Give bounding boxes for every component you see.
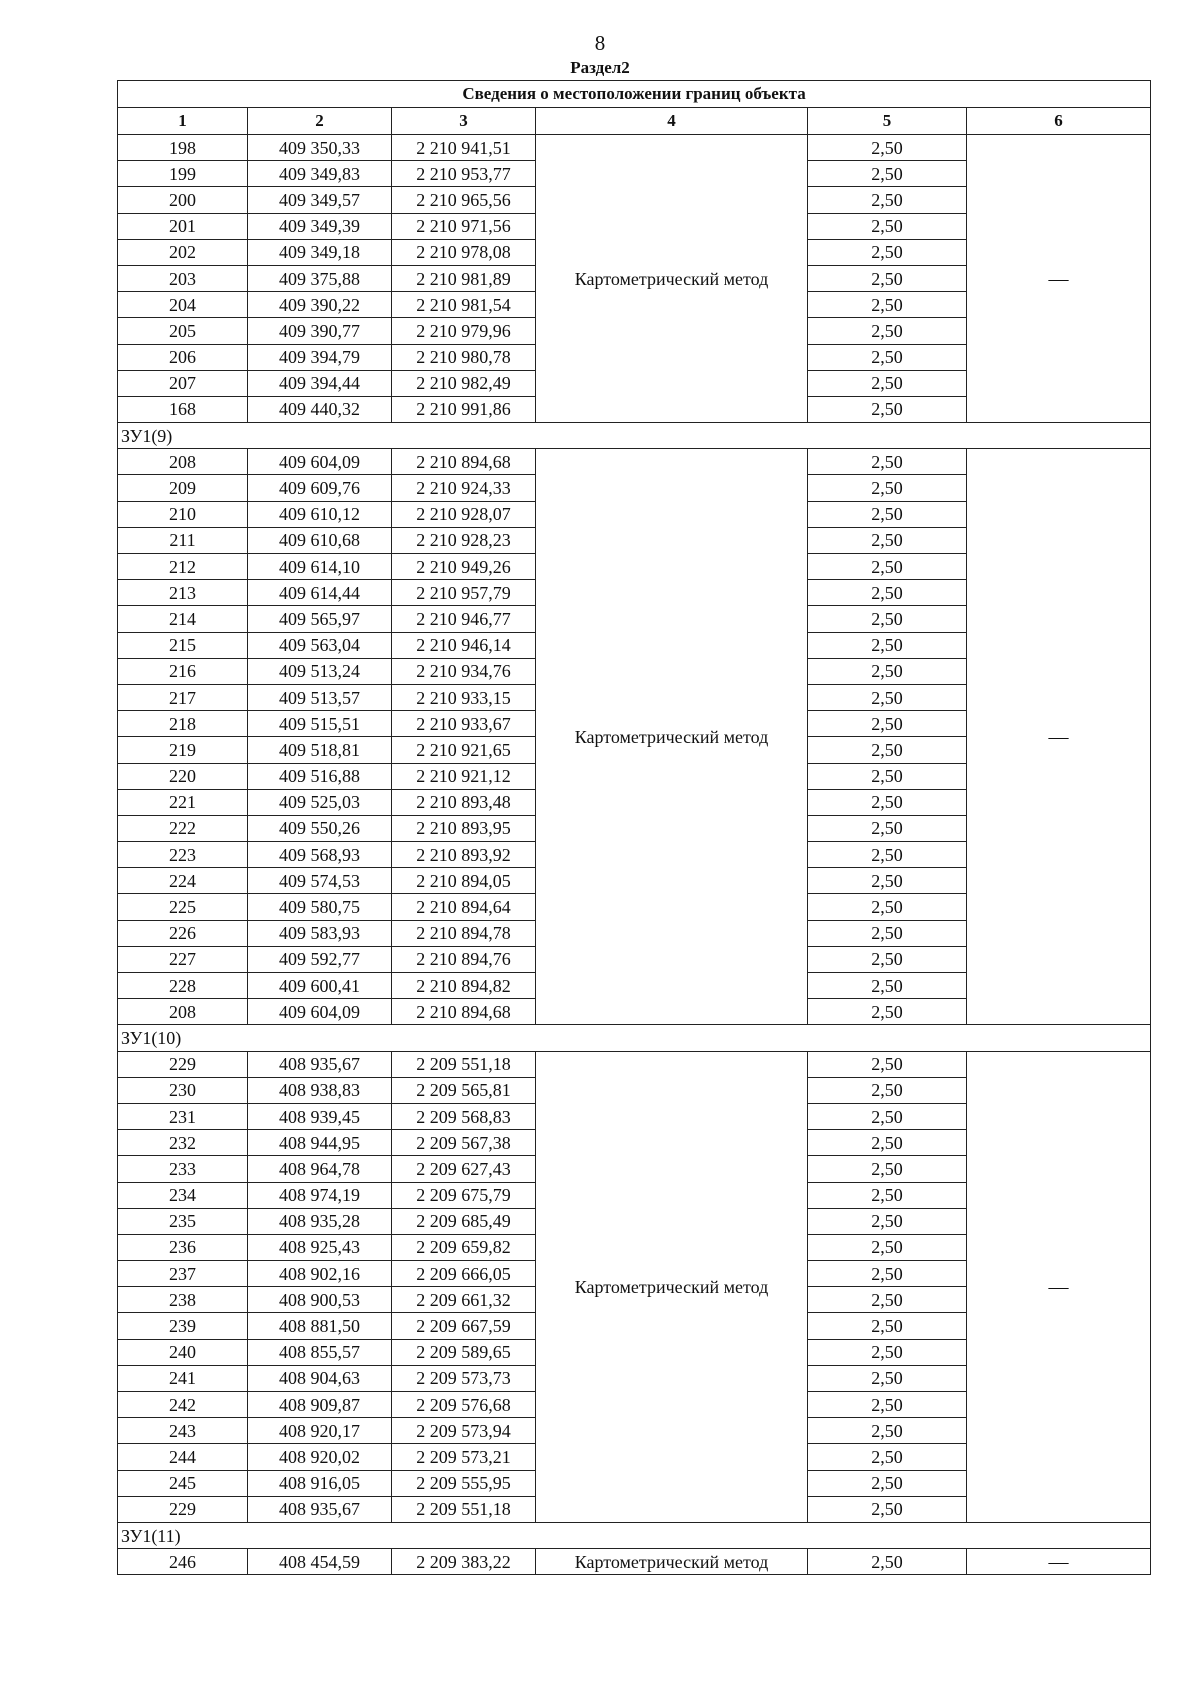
coordinate-y: 2 210 893,48 [392,789,536,815]
coordinate-y: 2 210 953,77 [392,161,536,187]
point-number: 230 [118,1077,248,1103]
point-number: 168 [118,396,248,422]
accuracy-value: 2,50 [808,1208,967,1234]
coordinate-y: 2 210 894,76 [392,946,536,972]
accuracy-value: 2,50 [808,1549,967,1575]
coordinate-x: 409 349,83 [248,161,392,187]
point-number: 242 [118,1392,248,1418]
coordinate-y: 2 210 941,51 [392,135,536,161]
accuracy-value: 2,50 [808,1234,967,1260]
coordinate-x: 409 565,97 [248,606,392,632]
point-number: 245 [118,1470,248,1496]
coordinate-x: 408 920,17 [248,1418,392,1444]
point-number: 240 [118,1339,248,1365]
accuracy-value: 2,50 [808,1130,967,1156]
accuracy-value: 2,50 [808,815,967,841]
table-row [118,1051,1151,1077]
coordinate-y: 2 209 685,49 [392,1208,536,1234]
coordinate-y: 2 210 894,78 [392,920,536,946]
note-cell: — [967,449,1151,1025]
accuracy-value: 2,50 [808,1156,967,1182]
coordinate-y: 2 210 980,78 [392,344,536,370]
point-number: 236 [118,1234,248,1260]
coordinate-y: 2 210 957,79 [392,580,536,606]
point-number: 241 [118,1365,248,1391]
coordinate-x: 409 349,57 [248,187,392,213]
column-number-row [118,108,1151,135]
coordinate-y: 2 209 666,05 [392,1261,536,1287]
accuracy-value: 2,50 [808,161,967,187]
accuracy-value: 2,50 [808,213,967,239]
coordinate-x: 408 935,28 [248,1208,392,1234]
point-number: 233 [118,1156,248,1182]
accuracy-value: 2,50 [808,1496,967,1522]
accuracy-value: 2,50 [808,711,967,737]
accuracy-value: 2,50 [808,632,967,658]
point-number: 204 [118,292,248,318]
point-number: 227 [118,946,248,972]
accuracy-value: 2,50 [808,658,967,684]
coordinate-x: 409 515,51 [248,711,392,737]
point-number: 199 [118,161,248,187]
coordinate-y: 2 210 946,77 [392,606,536,632]
point-number: 206 [118,344,248,370]
coordinate-y: 2 209 667,59 [392,1313,536,1339]
coordinate-y: 2 210 991,86 [392,396,536,422]
point-number: 231 [118,1103,248,1129]
coordinate-x: 409 390,22 [248,292,392,318]
coordinate-x: 409 609,76 [248,475,392,501]
point-number: 201 [118,213,248,239]
coordinate-x: 408 902,16 [248,1261,392,1287]
accuracy-value: 2,50 [808,135,967,161]
group-label-row [118,1025,1151,1051]
coordinate-y: 2 210 894,05 [392,868,536,894]
coordinate-x: 409 614,10 [248,554,392,580]
accuracy-value: 2,50 [808,1365,967,1391]
point-number: 238 [118,1287,248,1313]
point-number: 217 [118,684,248,710]
coordinate-x: 408 855,57 [248,1339,392,1365]
accuracy-value: 2,50 [808,789,967,815]
accuracy-value: 2,50 [808,1339,967,1365]
coordinate-x: 409 518,81 [248,737,392,763]
coordinate-x: 408 881,50 [248,1313,392,1339]
coordinate-y: 2 210 894,68 [392,999,536,1025]
note-cell: — [967,1549,1151,1575]
coordinate-x: 409 349,18 [248,239,392,265]
coordinate-y: 2 209 573,73 [392,1365,536,1391]
accuracy-value: 2,50 [808,292,967,318]
point-number: 208 [118,449,248,475]
accuracy-value: 2,50 [808,763,967,789]
coordinate-x: 408 964,78 [248,1156,392,1182]
accuracy-value: 2,50 [808,1313,967,1339]
accuracy-value: 2,50 [808,501,967,527]
accuracy-value: 2,50 [808,894,967,920]
section-title: Раздел2 [570,58,630,77]
group-label-row [118,423,1151,449]
coordinate-y: 2 210 934,76 [392,658,536,684]
coordinate-x: 408 920,02 [248,1444,392,1470]
page-number: 8 [594,31,606,55]
coordinate-x: 409 349,39 [248,213,392,239]
point-number: 203 [118,265,248,291]
point-number: 209 [118,475,248,501]
accuracy-value: 2,50 [808,737,967,763]
coordinate-y: 2 209 659,82 [392,1234,536,1260]
point-number: 210 [118,501,248,527]
table-caption-row [118,81,1151,108]
coordinate-y: 2 210 924,33 [392,475,536,501]
accuracy-value: 2,50 [808,920,967,946]
point-number: 218 [118,711,248,737]
point-number: 212 [118,554,248,580]
point-number: 228 [118,973,248,999]
point-number: 229 [118,1496,248,1522]
coordinate-x: 409 610,68 [248,527,392,553]
point-number: 221 [118,789,248,815]
coordinate-x: 409 610,12 [248,501,392,527]
table-body [118,81,1151,1575]
coordinate-x: 408 904,63 [248,1365,392,1391]
coordinate-y: 2 210 971,56 [392,213,536,239]
point-number: 198 [118,135,248,161]
accuracy-value: 2,50 [808,1470,967,1496]
coordinate-x: 409 604,09 [248,449,392,475]
table-caption: Сведения о местоположении границ объекта [118,81,1151,108]
point-number: 216 [118,658,248,684]
coordinate-x: 408 944,95 [248,1130,392,1156]
coordinate-y: 2 210 921,12 [392,763,536,789]
accuracy-value: 2,50 [808,370,967,396]
coordinate-y: 2 210 894,82 [392,973,536,999]
coordinate-x: 408 454,59 [248,1549,392,1575]
group-label: ЗУ1(10) [118,1025,1151,1051]
accuracy-value: 2,50 [808,554,967,580]
group-label: ЗУ1(9) [118,423,1151,449]
accuracy-value: 2,50 [808,1444,967,1470]
coordinate-y: 2 209 627,43 [392,1156,536,1182]
coordinate-y: 2 210 893,95 [392,815,536,841]
accuracy-value: 2,50 [808,187,967,213]
method-cell: Картометрический метод [536,1549,808,1575]
accuracy-value: 2,50 [808,580,967,606]
point-number: 200 [118,187,248,213]
accuracy-value: 2,50 [808,265,967,291]
point-number: 237 [118,1261,248,1287]
coordinate-y: 2 210 928,07 [392,501,536,527]
accuracy-value: 2,50 [808,606,967,632]
accuracy-value: 2,50 [808,239,967,265]
coordinate-x: 409 563,04 [248,632,392,658]
column-number-6: 6 [967,108,1151,135]
point-number: 239 [118,1313,248,1339]
coordinate-y: 2 210 965,56 [392,187,536,213]
coordinate-x: 409 550,26 [248,815,392,841]
point-number: 223 [118,842,248,868]
point-number: 244 [118,1444,248,1470]
point-number: 219 [118,737,248,763]
accuracy-value: 2,50 [808,1261,967,1287]
coordinate-x: 408 938,83 [248,1077,392,1103]
method-cell: Картометрический метод [536,1051,808,1522]
coordinate-y: 2 209 568,83 [392,1103,536,1129]
table-row [118,135,1151,161]
coordinate-x: 409 568,93 [248,842,392,868]
coordinate-x: 409 580,75 [248,894,392,920]
column-number-3: 3 [392,108,536,135]
point-number: 215 [118,632,248,658]
accuracy-value: 2,50 [808,973,967,999]
coordinate-y: 2 209 573,21 [392,1444,536,1470]
coordinate-x: 409 525,03 [248,789,392,815]
coordinate-y: 2 209 661,32 [392,1287,536,1313]
point-number: 232 [118,1130,248,1156]
coordinate-x: 408 974,19 [248,1182,392,1208]
accuracy-value: 2,50 [808,1051,967,1077]
method-cell: Картометрический метод [536,135,808,423]
coordinate-y: 2 209 573,94 [392,1418,536,1444]
coordinate-y: 2 209 555,95 [392,1470,536,1496]
point-number: 220 [118,763,248,789]
point-number: 213 [118,580,248,606]
point-number: 226 [118,920,248,946]
coordinate-y: 2 209 383,22 [392,1549,536,1575]
coordinate-y: 2 210 982,49 [392,370,536,396]
coordinate-y: 2 210 946,14 [392,632,536,658]
point-number: 234 [118,1182,248,1208]
column-number-4: 4 [536,108,808,135]
coordinate-x: 409 394,44 [248,370,392,396]
table-row [118,449,1151,475]
accuracy-value: 2,50 [808,318,967,344]
coordinate-x: 409 592,77 [248,946,392,972]
accuracy-value: 2,50 [808,684,967,710]
coordinate-y: 2 209 551,18 [392,1051,536,1077]
accuracy-value: 2,50 [808,999,967,1025]
accuracy-value: 2,50 [808,868,967,894]
coordinate-y: 2 210 949,26 [392,554,536,580]
accuracy-value: 2,50 [808,475,967,501]
column-number-1: 1 [118,108,248,135]
point-number: 243 [118,1418,248,1444]
accuracy-value: 2,50 [808,1287,967,1313]
coordinate-y: 2 210 893,92 [392,842,536,868]
coordinate-x: 408 935,67 [248,1496,392,1522]
point-number: 222 [118,815,248,841]
coordinate-x: 409 394,79 [248,344,392,370]
coordinate-x: 408 900,53 [248,1287,392,1313]
coordinate-x: 409 583,93 [248,920,392,946]
group-label-row [118,1522,1151,1548]
coordinate-y: 2 210 933,15 [392,684,536,710]
coordinate-y: 2 210 979,96 [392,318,536,344]
coordinate-x: 409 614,44 [248,580,392,606]
point-number: 211 [118,527,248,553]
table-row [118,1549,1151,1575]
accuracy-value: 2,50 [808,344,967,370]
column-number-2: 2 [248,108,392,135]
group-label: ЗУ1(11) [118,1522,1151,1548]
accuracy-value: 2,50 [808,1418,967,1444]
coordinate-y: 2 210 981,54 [392,292,536,318]
accuracy-value: 2,50 [808,1077,967,1103]
coordinate-y: 2 210 894,64 [392,894,536,920]
accuracy-value: 2,50 [808,946,967,972]
coordinate-y: 2 210 978,08 [392,239,536,265]
point-number: 214 [118,606,248,632]
coordinate-y: 2 209 565,81 [392,1077,536,1103]
coordinate-y: 2 209 576,68 [392,1392,536,1418]
coordinate-x: 408 939,45 [248,1103,392,1129]
accuracy-value: 2,50 [808,1103,967,1129]
coordinate-y: 2 209 551,18 [392,1496,536,1522]
point-number: 202 [118,239,248,265]
coordinate-x: 409 604,09 [248,999,392,1025]
coordinate-y: 2 210 894,68 [392,449,536,475]
coordinate-x: 408 935,67 [248,1051,392,1077]
coordinate-x: 409 375,88 [248,265,392,291]
point-number: 208 [118,999,248,1025]
coordinate-x: 409 513,57 [248,684,392,710]
coordinate-x: 409 513,24 [248,658,392,684]
coordinate-x: 409 574,53 [248,868,392,894]
coordinate-y: 2 210 981,89 [392,265,536,291]
note-cell: — [967,1051,1151,1522]
coordinate-x: 408 916,05 [248,1470,392,1496]
accuracy-value: 2,50 [808,527,967,553]
coordinate-y: 2 210 921,65 [392,737,536,763]
method-cell: Картометрический метод [536,449,808,1025]
point-number: 235 [118,1208,248,1234]
coordinate-x: 408 925,43 [248,1234,392,1260]
coordinate-x: 409 516,88 [248,763,392,789]
coordinate-x: 409 600,41 [248,973,392,999]
accuracy-value: 2,50 [808,1392,967,1418]
point-number: 207 [118,370,248,396]
accuracy-value: 2,50 [808,842,967,868]
coordinate-y: 2 210 933,67 [392,711,536,737]
coordinate-y: 2 209 589,65 [392,1339,536,1365]
coordinate-y: 2 210 928,23 [392,527,536,553]
coordinate-y: 2 209 675,79 [392,1182,536,1208]
point-number: 205 [118,318,248,344]
coordinate-x: 409 390,77 [248,318,392,344]
coordinate-y: 2 209 567,38 [392,1130,536,1156]
accuracy-value: 2,50 [808,1182,967,1208]
point-number: 225 [118,894,248,920]
boundary-coordinates-table [117,80,1151,1575]
coordinate-x: 409 350,33 [248,135,392,161]
coordinate-x: 409 440,32 [248,396,392,422]
column-number-5: 5 [808,108,967,135]
note-cell: — [967,135,1151,423]
coordinate-x: 408 909,87 [248,1392,392,1418]
point-number: 229 [118,1051,248,1077]
point-number: 224 [118,868,248,894]
point-number: 246 [118,1549,248,1575]
accuracy-value: 2,50 [808,449,967,475]
accuracy-value: 2,50 [808,396,967,422]
